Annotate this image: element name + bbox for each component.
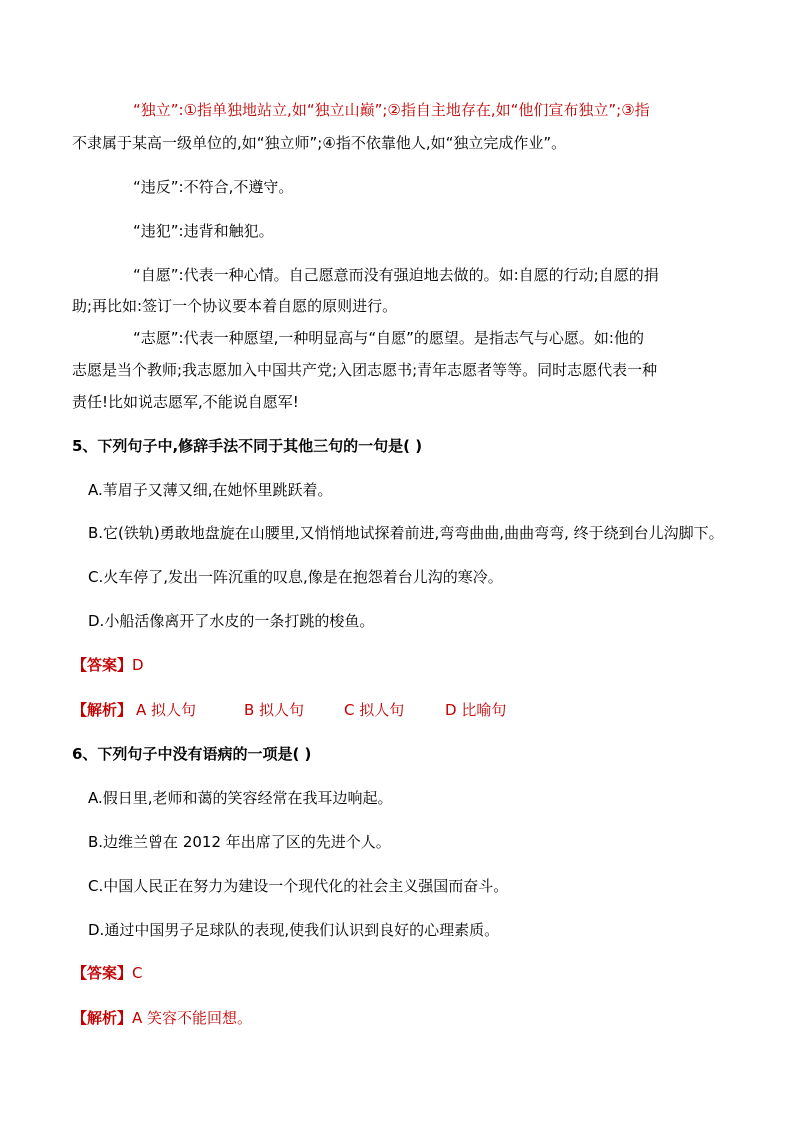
q5-answer-label: 【答案】 <box>72 656 133 674</box>
q6-answer-label: 【答案】 <box>72 964 133 982</box>
q5-analysis-c: C 拟人句 <box>344 701 405 719</box>
duli-line-2: 不隶属于某高一级单位的,如“独立师”;④指不依靠他人,如“独立完成作业”。 <box>72 134 567 152</box>
q5-stem: 5、下列句子中,修辞手法不同于其他三句的一句是( ) <box>72 437 423 455</box>
q6-option-c: C.中国人民正在努力为建设一个现代化的社会主义强国而奋斗。 <box>88 877 509 895</box>
q5-analysis-a: A 拟人句 <box>136 701 197 719</box>
q6-analysis <box>72 1008 252 1028</box>
q6-option-b: B.边维兰曾在 2012 年出席了区的先进个人。 <box>88 833 391 851</box>
ziyuan-line-1: “自愿”:代表一种心情。自己愿意而没有强迫地去做的。如:自愿的行动;自愿的捐 <box>133 266 659 284</box>
q6-answer <box>72 963 143 983</box>
q6-stem: 6、下列句子中没有语病的一项是( ) <box>72 745 312 763</box>
q5-option-b: B.它(铁轨)勇敢地盘旋在山腰里,又悄悄地试探着前进,弯弯曲曲,曲曲弯弯, 终于绕到台儿沟脚下。 <box>88 524 724 542</box>
zhiyuan-line-3: 责任!比如说志愿军,不能说自愿军! <box>72 393 299 411</box>
q5-answer <box>72 655 144 675</box>
ziyuan-line-2: 助;再比如:签订一个协议要本着自愿的原则进行。 <box>72 297 398 315</box>
q5-option-a: A.苇眉子又薄又细,在她怀里跳跃着。 <box>88 481 333 499</box>
duli-line-1 <box>133 100 650 120</box>
q6-analysis-text: A 笑容不能回想。 <box>132 1009 253 1027</box>
q5-analysis-b: B 拟人句 <box>244 701 305 719</box>
q5-option-c: C.火车停了,发出一阵沉重的叹息,像是在抱怨着台儿沟的寒冷。 <box>88 568 503 586</box>
q6-analysis-label: 【解析】 <box>72 1009 133 1027</box>
zhiyuan-line-2: 志愿是当个教师;我志愿加入中国共产党;入团志愿书;青年志愿者等等。同时志愿代表一种 <box>72 361 658 379</box>
weifan2-definition: “违犯”:违背和触犯。 <box>133 222 274 240</box>
q6-option-d: D.通过中国男子足球队的表现,使我们认识到良好的心理素质。 <box>88 921 500 939</box>
q5-analysis-label: 【解析】 <box>72 701 133 719</box>
q5-answer-value: D <box>132 656 144 674</box>
zhiyuan-line-1: “志愿”:代表一种愿望,一种明显高与“自愿”的愿望。是指志气与心愿。如:他的 <box>133 329 644 347</box>
q5-analysis <box>72 700 507 720</box>
q6-option-a: A.假日里,老师和蔼的笑容经常在我耳边响起。 <box>88 789 393 807</box>
q5-option-d: D.小船活像离开了水皮的一条打跳的梭鱼。 <box>88 612 375 630</box>
q5-analysis-d: D 比喻句 <box>445 701 507 719</box>
weifan-definition: “违反”:不符合,不遵守。 <box>133 178 294 196</box>
duli-definition-part-1: ①指单独地站立,如“独立山巅”;②指自主地存在,如“他们宣布独立”;③指 <box>183 101 650 119</box>
duli-label: “独立”: <box>133 101 184 119</box>
q6-answer-value: C <box>132 964 143 982</box>
